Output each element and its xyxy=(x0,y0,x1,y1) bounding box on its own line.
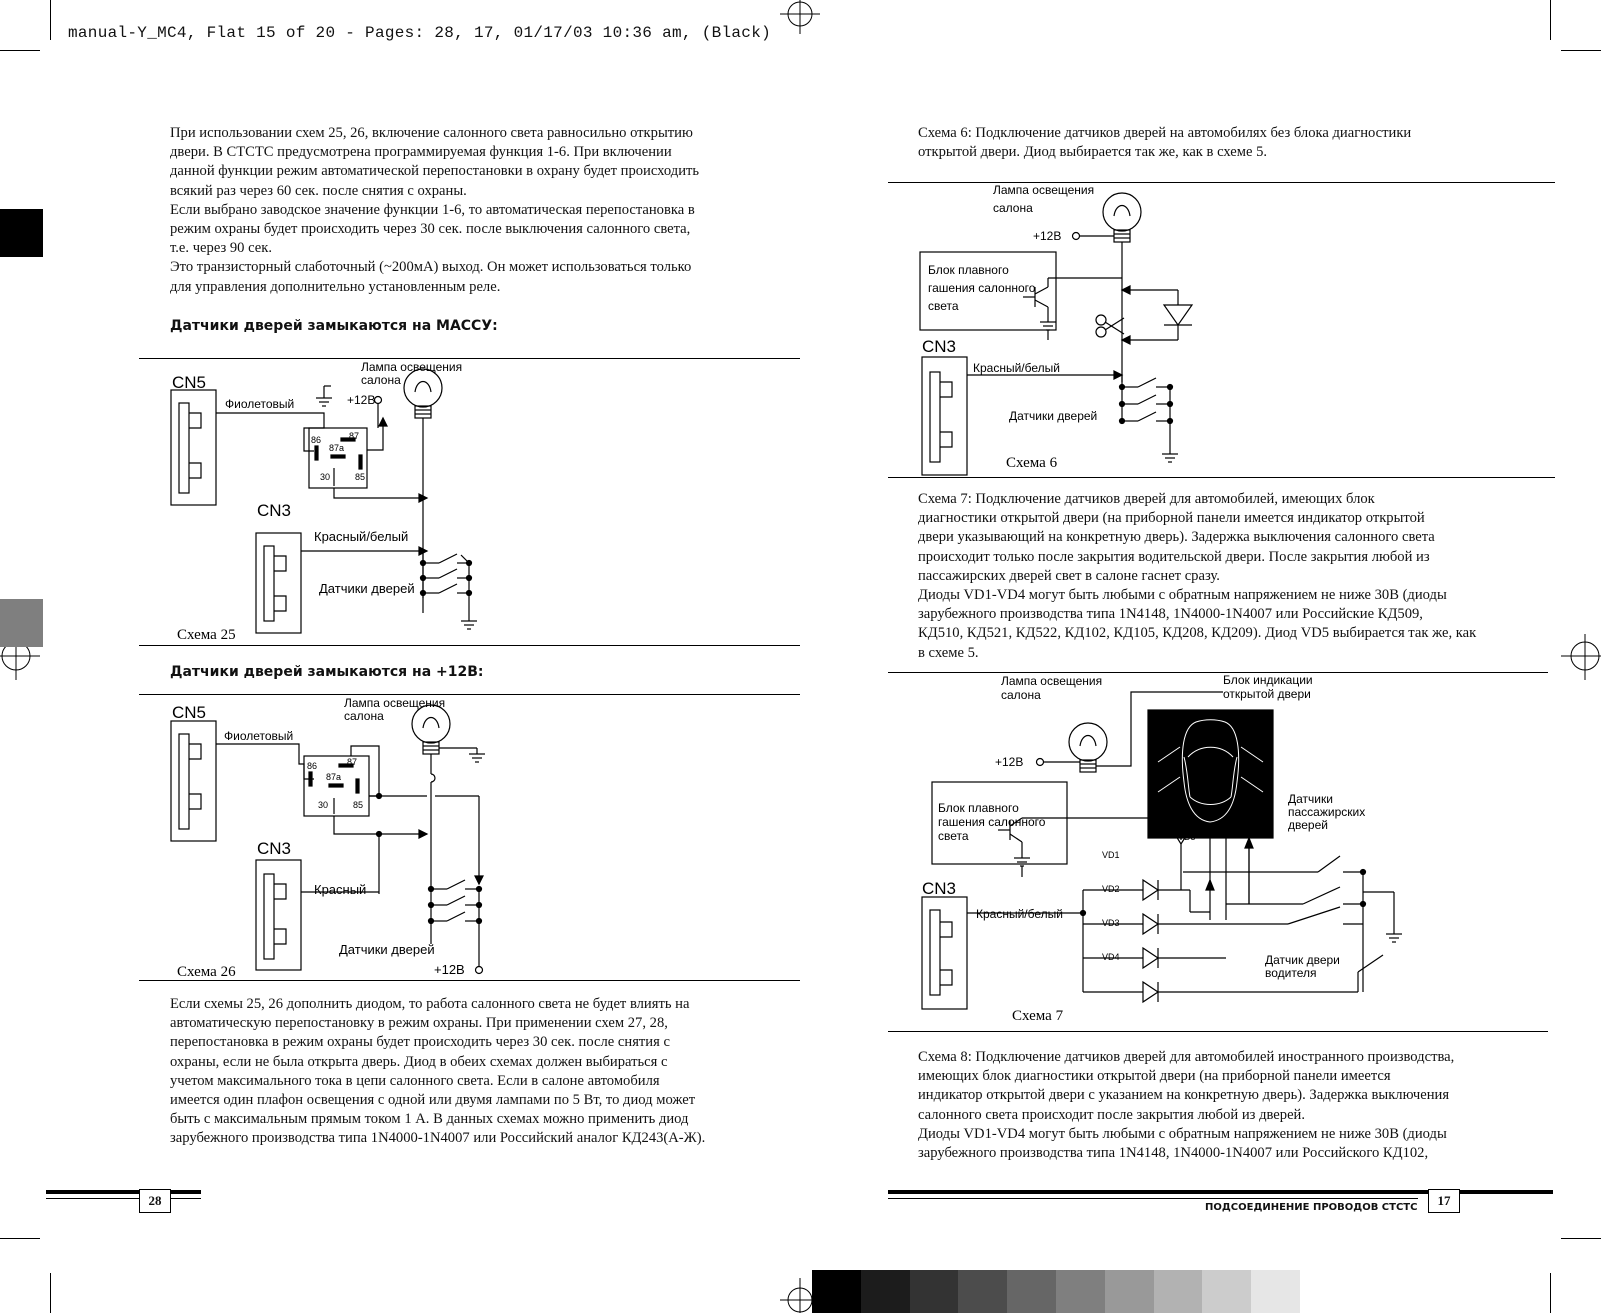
gray-swatch xyxy=(1056,1270,1105,1313)
voltage-label: +12В xyxy=(995,755,1024,769)
text-line: диагностики открытой двери (на приборной панели имеется индикатор открытой xyxy=(918,510,1425,527)
gray-swatch xyxy=(812,1270,861,1313)
lamp-label: салона xyxy=(1001,688,1041,702)
block-label: гашения салонного xyxy=(928,281,1036,295)
relay-pin-label: 86 xyxy=(307,761,318,771)
sensors-label: Датчики дверей xyxy=(339,942,435,957)
diagram-caption: Схема 25 xyxy=(177,627,236,643)
lamp-label: салона xyxy=(361,373,401,387)
relay-pin-label: 85 xyxy=(353,800,364,810)
diagram-caption: Схема 6 xyxy=(1006,455,1058,471)
text-line: Диоды VD1-VD4 могут быть любыми с обратным напряжением не ниже 30В (диоды xyxy=(918,587,1447,604)
relay-pin-label: 85 xyxy=(355,472,366,482)
wire-label: Красный xyxy=(314,882,367,897)
gray-swatch xyxy=(861,1270,910,1313)
wire-label: Фиолетовый xyxy=(224,729,294,743)
text-line: Схема 7: Подключение датчиков дверей для автомобилей, имеющих блок xyxy=(918,491,1375,507)
text-line: автоматическую перепостановку в режим охраны. При применении схем 27, 28, xyxy=(170,1015,668,1032)
section-title-plus12: Датчики дверей замыкаются на +12В: xyxy=(170,664,484,680)
gray-swatch xyxy=(910,1270,959,1313)
text-line: в схеме 5. xyxy=(918,644,979,661)
text-line: двери. В СТСТС предусмотрена программируемая функция 1-6. При включении xyxy=(170,144,672,161)
text-line: быть с максимальным прямым током 1 А. В данных схемах можно применить диод xyxy=(170,1111,689,1128)
scheme6-text xyxy=(918,124,1411,162)
text-line: открытой двери. Диод выбирается так же, как в схеме 5. xyxy=(918,144,1268,161)
text-line: Диоды VD1-VD4 могут быть любыми с обратным напряжением не ниже 30В (диоды xyxy=(918,1125,1447,1142)
cn3-label: CN3 xyxy=(257,501,292,520)
divider xyxy=(888,477,1555,478)
section-tab-gray xyxy=(0,599,43,647)
wire-label: Красный/белый xyxy=(976,907,1063,921)
lamp-label: Лампа освещения xyxy=(344,696,446,710)
text-line: данной функции режим автоматической перепостановки в охрану будет происходить xyxy=(170,163,700,180)
text-line: учетом максимального тока в цепи салонного света. Если в салоне автомобиля xyxy=(170,1072,660,1089)
divider xyxy=(139,980,800,981)
passenger-label: дверей xyxy=(1288,818,1328,832)
diode-label: VD5 xyxy=(1178,832,1196,842)
block-label: Блок плавного xyxy=(938,801,1019,815)
block-label: света xyxy=(928,299,959,313)
page-number: 17 xyxy=(1428,1189,1460,1213)
cn5-label: CN5 xyxy=(172,373,207,392)
passenger-label: Датчики xyxy=(1288,792,1333,806)
text-line: Это транзисторный слаботочный (~200мА) выход. Он может использоваться только xyxy=(170,259,692,276)
cn5-label: CN5 xyxy=(172,703,207,722)
diode-label: VD1 xyxy=(1102,850,1120,860)
diagram-caption: Схема 26 xyxy=(177,964,236,980)
cn3-label: CN3 xyxy=(257,839,292,858)
footer-rule xyxy=(888,1198,1418,1199)
diagram-scheme-7 xyxy=(888,672,1550,1032)
text-line: зарубежного производства типа 1N4148, 1N4000-1N4007 или Российские КД509, xyxy=(918,606,1423,623)
left-intro xyxy=(170,124,699,297)
gray-swatch xyxy=(1154,1270,1203,1313)
relay-pin-label: 87 xyxy=(349,431,360,441)
relay-pin-label: 30 xyxy=(318,800,329,810)
text-line: имеющих блок диагностики открытой двери (на приборной панели имеется xyxy=(918,1068,1391,1085)
text-line: для управления дополнительно установленным реле. xyxy=(170,278,501,295)
diagram-scheme-6 xyxy=(888,182,1556,478)
text-line: Если выбрано заводское значение функции 1-6, то автоматическая перепостановка в xyxy=(170,201,695,218)
lamp-label: салона xyxy=(344,709,384,723)
divider xyxy=(139,645,800,646)
lamp-label: Лампа освещения xyxy=(993,183,1095,197)
sensors-label: Датчики дверей xyxy=(319,581,415,596)
relay-pin-label: 30 xyxy=(320,472,331,482)
page-number: 28 xyxy=(139,1189,171,1213)
diagram-caption: Схема 7 xyxy=(1012,1008,1064,1024)
driver-label: водителя xyxy=(1265,966,1317,980)
gray-swatch xyxy=(1202,1270,1251,1313)
gray-swatch xyxy=(1105,1270,1154,1313)
block-label: света xyxy=(938,829,969,843)
voltage-label: +12В xyxy=(1033,229,1062,243)
diode-label: VD4 xyxy=(1102,952,1120,962)
diode-label: VD2 xyxy=(1102,884,1120,894)
lamp-label: Лампа освещения xyxy=(361,360,463,374)
block-label: Блок плавного xyxy=(928,263,1009,277)
text-line: пассажирских дверей свет в салоне гаснет сразу. xyxy=(918,567,1220,584)
cn3-label: CN3 xyxy=(922,879,957,898)
section-title-ground: Датчики дверей замыкаются на МАССУ: xyxy=(170,318,498,334)
gray-swatch xyxy=(1007,1270,1056,1313)
gray-calibration-strip xyxy=(812,1270,1300,1313)
relay-pin-label: 86 xyxy=(311,435,322,445)
left-outro xyxy=(170,995,705,1149)
text-line: имеется один плафон освещения с одной или двумя лампами по 5 Вт, то диод может xyxy=(170,1092,696,1109)
voltage-label: +12В xyxy=(434,962,465,977)
diode-label: VD3 xyxy=(1102,918,1120,928)
text-line: охраны, если не была открыта дверь. Диод в обеих схемах должен выбираться с xyxy=(170,1053,668,1070)
relay-pin-label: 87a xyxy=(326,772,342,782)
block-label: гашения салонного xyxy=(938,815,1046,829)
text-line: индикатор открытой двери с указанием на конкретную дверь). Задержка выключения xyxy=(918,1087,1450,1104)
relay-pin-label: 87 xyxy=(347,757,358,767)
sensors-label: Датчики дверей xyxy=(1009,409,1098,423)
print-slug: manual-Y_MC4, Flat 15 of 20 - Pages: 28, 17, 01/17/03 10:36 am, (Black) xyxy=(68,24,772,42)
text-line: зарубежного производства типа 1N4000-1N4007 или Российский аналог КД243(А-Ж). xyxy=(170,1130,706,1147)
diagram-scheme-25 xyxy=(139,358,801,646)
lamp-label: Лампа освещения xyxy=(1001,674,1103,688)
indicator-label: открытой двери xyxy=(1223,687,1311,701)
text-line: Схема 8: Подключение датчиков дверей для автомобилей иностранного производства, xyxy=(918,1049,1455,1065)
footer-rule xyxy=(46,1198,201,1199)
text-line: происходит только после закрытия водительской двери. После закрытия любой из xyxy=(918,548,1430,565)
text-line: всякий раз через 60 сек. после снятия с охраны. xyxy=(170,182,467,199)
gray-swatch xyxy=(958,1270,1007,1313)
text-line: При использовании схем 25, 26, включение салонного света равносильно открытию xyxy=(170,125,693,141)
text-line: Схема 6: Подключение датчиков дверей на автомобилях без блока диагностики xyxy=(918,125,1412,141)
driver-label: Датчик двери xyxy=(1265,953,1340,967)
footer-section-title: ПОДСОЕДИНЕНИЕ ПРОВОДОВ СТСТС xyxy=(1205,1202,1418,1213)
text-line: КД510, КД521, КД522, КД102, КД105, КД208, КД209). Диод VD5 выбирается так же, как xyxy=(918,625,1477,642)
footer-rule xyxy=(46,1190,201,1194)
section-tab-dark xyxy=(0,209,43,257)
scheme8-text xyxy=(918,1048,1454,1163)
wire-label: Фиолетовый xyxy=(225,397,295,411)
text-line: т.е. через 90 сек. xyxy=(170,240,272,257)
text-line: перепостановка в режим охраны будет происходить через 30 сек. после снятия с xyxy=(170,1034,670,1051)
scheme7-text xyxy=(918,490,1476,663)
wire-label: Красный/белый xyxy=(314,529,409,544)
text-line: Если схемы 25, 26 дополнить диодом, то работа салонного света не будет влиять на xyxy=(170,996,690,1012)
text-line: режим охраны будет происходить через 30 сек. после выключения салонного света, xyxy=(170,221,691,238)
text-line: двери указывающий на конкретную дверь). Задержка выключения салонного света xyxy=(918,529,1435,546)
cn3-label: CN3 xyxy=(922,337,957,356)
lamp-label: салона xyxy=(993,201,1033,215)
gray-swatch xyxy=(1251,1270,1300,1313)
passenger-label: пассажирских xyxy=(1288,805,1366,819)
relay-pin-label: 87a xyxy=(329,443,345,453)
voltage-label: +12В xyxy=(347,393,376,407)
divider xyxy=(888,1031,1548,1032)
indicator-label: Блок индикации xyxy=(1223,673,1313,687)
text-line: салонного света происходит после закрытия любой из дверей. xyxy=(918,1106,1306,1123)
diagram-scheme-26 xyxy=(139,694,801,981)
wire-label: Красный/белый xyxy=(973,361,1060,375)
text-line: зарубежного производства типа 1N4148, 1N4000-1N4007 или Российского КД102, xyxy=(918,1145,1429,1162)
